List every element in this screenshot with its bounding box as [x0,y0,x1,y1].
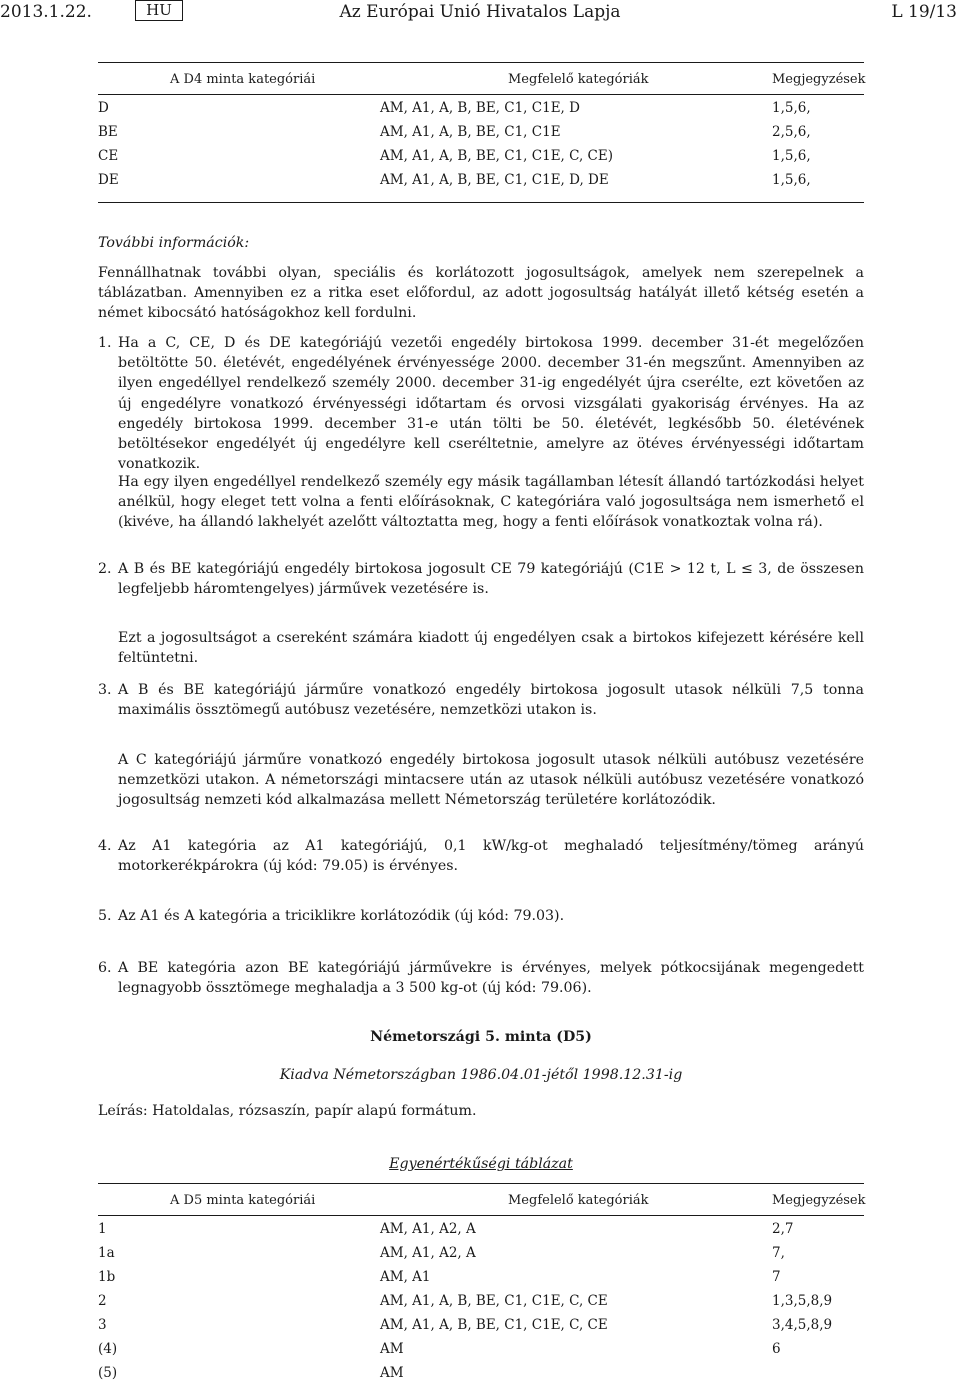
note-text: Ezt a jogosultságot a csereként számára kiadott új engedélyen csak a birtokos kifejezett kérésére kell feltüntetni. [118,630,864,667]
note-number: 4. [98,838,112,854]
table-header-cell: A D5 minta kategóriái [170,1193,316,1208]
table-header-cell: Megjegyzések [772,1193,866,1208]
table-cell: 1,5,6, [772,148,811,164]
journal-title: Az Európai Unió Hivatalos Lapja [339,2,621,22]
table-top-rule [98,62,864,63]
table-cell: CE [98,148,119,164]
note-text: A B és BE kategóriájú járműre vonatkozó engedély birtokosa jogosult utasok nélküli 7,5 tonna maximális össztömegű autóbusz vezetésére, nemzetközi utakon is. [118,682,864,719]
table-header-cell: Megfelelő kategóriák [508,1193,649,1208]
table-cell: AM, A1, A, B, BE, C1, C1E, D [380,100,580,116]
table-cell: 1a [98,1245,115,1261]
table-cell: 7, [772,1245,785,1261]
table-cell: BE [98,124,118,140]
table-cell: AM, A1, A, B, BE, C1, C1E [380,124,561,140]
table-cell: AM, A1, A2, A [380,1245,476,1261]
table-header-row [98,1189,864,1213]
table-row [98,1269,864,1293]
table-cell: 3,4,5,8,9 [772,1317,833,1333]
table-cell: 2,7 [772,1221,794,1237]
table-cell: DE [98,172,119,188]
table-cell: 7 [772,1269,781,1285]
table-cell: 6 [772,1341,781,1357]
section-title: Németországi 5. minta (D5) [370,1029,592,1045]
note-text: A C kategóriájú járműre vonatkozó engedély birtokosa jogosult utasok nélküli autóbusz vezetésére nemzetközi utakon. A németországi mintacsere után az utasok nélküli autóbusz vezetésére vonatkozó jogosultság nemzeti kód alkalmazása mellett Németország területére korlátozódik. [118,752,864,809]
table-caption: Egyenértékűségi táblázat [389,1156,573,1172]
table-row [98,1221,864,1245]
table-cell: AM, A1, A, B, BE, C1, C1E, C, CE) [380,148,614,164]
note-number: 5. [98,908,112,924]
note-number: 3. [98,682,112,698]
table-cell: 1 [98,1221,107,1237]
note-text: A BE kategória azon BE kategóriájú járművekre is érvényes, melyek pótkocsijának megengedett legnagyobb össztömege meghaladja a 3 500 kg-ot (új kód: 79.06). [118,960,864,997]
table-row [98,1293,864,1317]
table-header-cell: A D4 minta kategóriái [170,72,316,87]
language-badge: HU [135,0,183,21]
table-header-rule [98,1215,864,1216]
table-cell: AM, A1, A, B, BE, C1, C1E, C, CE [380,1293,608,1309]
table-row [98,1317,864,1341]
further-info-label: További információk: [98,235,250,251]
table-row [98,1341,864,1365]
table-cell: AM [380,1365,404,1381]
header-date: 2013.1.22. [0,2,92,22]
note-text: Ha egy ilyen engedéllyel rendelkező személy egy másik tagállamban létesít állandó tartózkodási helyet anélkül, hogy eleget tett volna a fenti előírásoknak, C kategóriára való jogosultsága nem ismerhető el (kivéve, ha állandó lakhelyét azelőtt változtatta meg, hogy a fenti előírások vonatkoztak volna rá). [118,474,864,531]
description: Leírás: Hatoldalas, rózsaszín, papír alapú formátum. [98,1103,477,1119]
table-row [98,124,864,148]
table-cell: 3 [98,1317,107,1333]
table-cell: 2,5,6, [772,124,811,140]
table-cell: 2 [98,1293,107,1309]
note-number: 2. [98,561,112,577]
table-cell: AM, A1 [380,1269,431,1285]
table-row [98,100,864,124]
note-number: 6. [98,960,112,976]
table-row [98,1245,864,1269]
table-cell: 1,5,6, [772,100,811,116]
table-top-rule [98,1183,864,1184]
table-bottom-rule [98,202,864,203]
table-cell: 1,5,6, [772,172,811,188]
table-cell: 1b [98,1269,116,1285]
further-info-text: Fennállhatnak további olyan, speciális és korlátozott jogosultságok, amelyek nem szerepelnek a táblázatban. Amennyiben ez a ritka eset előfordul, az adott jogosultság hatályát illető kétség esetén a német kibocsátó hatóságokhoz kell fordulni. [98,265,864,322]
table-cell: AM, A1, A, B, BE, C1, C1E, D, DE [380,172,609,188]
table-row [98,1365,864,1389]
page-number: L 19/13 [891,2,957,22]
table-header-cell: Megfelelő kategóriák [508,72,649,87]
table-cell: 1,3,5,8,9 [772,1293,833,1309]
note-text: Az A1 kategória az A1 kategóriájú, 0,1 kW/kg-ot meghaladó teljesítmény/tömeg arányú motorkerékpárokra (új kód: 79.05) is érvényes. [118,838,864,875]
table-header-rule [98,94,864,95]
table-row [98,172,864,196]
table-header-cell: Megjegyzések [772,72,866,87]
table-cell: D [98,100,109,116]
note-text: A B és BE kategóriájú engedély birtokosa jogosult CE 79 kategóriájú (C1E > 12 t, L ≤ 3, de összesen legfeljebb háromtengelyes) járművek vezetésére is. [118,561,864,598]
table-cell: (5) [98,1365,118,1381]
note-number: 1. [98,335,112,351]
note-text: Az A1 és A kategória a triciklikre korlátozódik (új kód: 79.03). [118,908,565,924]
note-text: Ha a C, CE, D és DE kategóriájú vezetői engedély birtokosa 1999. december 31-ét megelőzően betöltötte 50. életévét, engedélyének érvényessége 2000. december 31-én megszűnt. Amennyiben az ilyen engedéllyel rendelkező személy 2000. december 31-ig engedélyét újra cserélte, ezt követően az új engedélyre vonatkozó érvényességi időtartam és orvosi vizsgálati gyakoriság érvényes. Ha az engedély birtokosa 1999. december 31-e után tölti be 50. életévét, legkésőbb 50. életévének betöltésekor engedélyét új engedélyre kell cseréltetnie, amelyre az ötéves érvényességi időtartam vonatkozik. [118,335,864,473]
table-header-row [98,68,864,92]
section-subtitle: Kiadva Németországban 1986.04.01-jétől 1998.12.31-ig [279,1067,683,1083]
table-row [98,148,864,172]
table-cell: (4) [98,1341,118,1357]
table-cell: AM, A1, A2, A [380,1221,476,1237]
table-cell: AM [380,1341,404,1357]
page-header [0,0,960,28]
table-cell: AM, A1, A, B, BE, C1, C1E, C, CE [380,1317,608,1333]
